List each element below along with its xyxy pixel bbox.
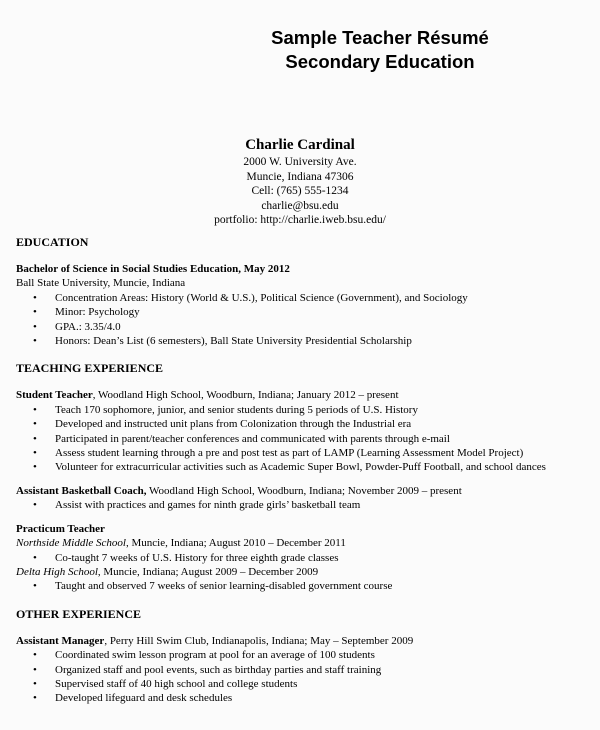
student-teacher-entry: Student Teacher, Woodland High School, Woodburn, Indiana; January 2012 – present — [16, 389, 399, 402]
list-item: • Organized staff and pool events, such as birthday parties and staff training — [33, 663, 382, 676]
school: Ball State University, Muncie, Indiana — [16, 277, 186, 290]
bullet-icon: • — [33, 432, 37, 445]
bullet-icon: • — [33, 663, 37, 676]
list-item: • Developed and instructed unit plans from Colonization through the Industrial era — [33, 418, 412, 431]
bullet-icon: • — [33, 692, 37, 705]
list-item: • GPA.: 3.35/4.0 — [33, 320, 121, 333]
bullet-icon: • — [33, 335, 37, 348]
cell-phone: Cell: (765) 555-1234 — [251, 185, 349, 198]
bullet-icon: • — [33, 320, 37, 333]
coach-entry: Assistant Basketball Coach, Woodland High School, Woodburn, Indiana; November 2009 – present — [16, 484, 462, 497]
bullet-icon: • — [33, 291, 37, 304]
list-item: • Concentration Areas: History (World & U.S.), Political Science (Government), and Sociology — [33, 291, 468, 304]
list-item: • Teach 170 sophomore, junior, and senior students during 5 periods of U.S. History — [33, 403, 418, 416]
bullet-icon: • — [33, 649, 37, 662]
bullet-icon: • — [33, 551, 37, 564]
bullet-icon: • — [33, 418, 37, 431]
list-item: • Taught and observed 7 weeks of senior learning-disabled government course — [33, 580, 393, 593]
bullet-icon: • — [33, 403, 37, 416]
practicum-entry: Practicum Teacher — [16, 522, 105, 535]
list-item: • Developed lifeguard and desk schedules — [33, 692, 233, 705]
bullet-icon: • — [33, 306, 37, 319]
practicum-list-1 — [16, 551, 592, 565]
coach-list — [16, 498, 592, 512]
list-item: • Co-taught 7 weeks of U.S. History for three eighth grade classes — [33, 551, 339, 564]
education-list — [16, 291, 592, 349]
bullet-icon: • — [33, 499, 37, 512]
contact-block — [0, 136, 600, 228]
title-line-2: Secondary Education — [285, 51, 475, 72]
bullet-icon: • — [33, 580, 37, 593]
student-teacher-list — [16, 403, 592, 475]
list-item: • Honors: Dean’s List (6 semesters), Ball State University Presidential Scholarship — [33, 335, 412, 348]
practicum-school-1: Northside Middle School, Muncie, Indiana; August 2010 – December 2011 — [16, 537, 346, 550]
manager-list — [16, 648, 592, 706]
title-line-1: Sample Teacher Résumé — [271, 27, 489, 48]
bullet-icon: • — [33, 447, 37, 460]
resume-body — [16, 234, 592, 706]
bullet-icon: • — [33, 461, 37, 474]
page-title — [0, 26, 600, 74]
other-heading: OTHER EXPERIENCE — [16, 606, 142, 621]
education-heading: EDUCATION — [16, 235, 89, 249]
manager-entry: Assistant Manager, Perry Hill Swim Club, Indianapolis, Indiana; May – September 2009 — [16, 634, 414, 647]
address-line-1: 2000 W. University Ave. — [243, 156, 357, 168]
degree-title: Bachelor of Science in Social Studies Education, May 2012 — [16, 263, 290, 275]
list-item: • Supervised staff of 40 high school and college students — [33, 677, 298, 690]
candidate-name: Charlie Cardinal — [245, 137, 355, 153]
practicum-list-2 — [16, 579, 592, 593]
portfolio-link: portfolio: http://charlie.iweb.bsu.edu/ — [214, 214, 386, 227]
degree — [16, 262, 592, 276]
address-line-2: Muncie, Indiana 47306 — [246, 170, 354, 183]
teaching-heading: TEACHING EXPERIENCE — [16, 361, 164, 376]
list-item: • Coordinated swim lesson program at pool for an average of 100 students — [33, 649, 375, 662]
practicum-school-2: Delta High School, Muncie, Indiana; August 2009 – December 2009 — [16, 565, 319, 578]
list-item: • Assist with practices and games for ninth grade girls’ basketball team — [33, 499, 361, 512]
bullet-icon: • — [33, 677, 37, 690]
list-item: • Participated in parent/teacher conferences and communicated with parents through e-mail — [33, 432, 450, 445]
email: charlie@bsu.edu — [261, 199, 339, 212]
list-item: • Assess student learning through a pre and post test as part of LAMP (Learning Assessment Model Project) — [33, 447, 524, 460]
list-item: • Minor: Psychology — [33, 306, 140, 319]
list-item: • Volunteer for extracurricular activities such as Academic Super Bowl, Powder-Puff Football, and school dances — [33, 461, 546, 474]
